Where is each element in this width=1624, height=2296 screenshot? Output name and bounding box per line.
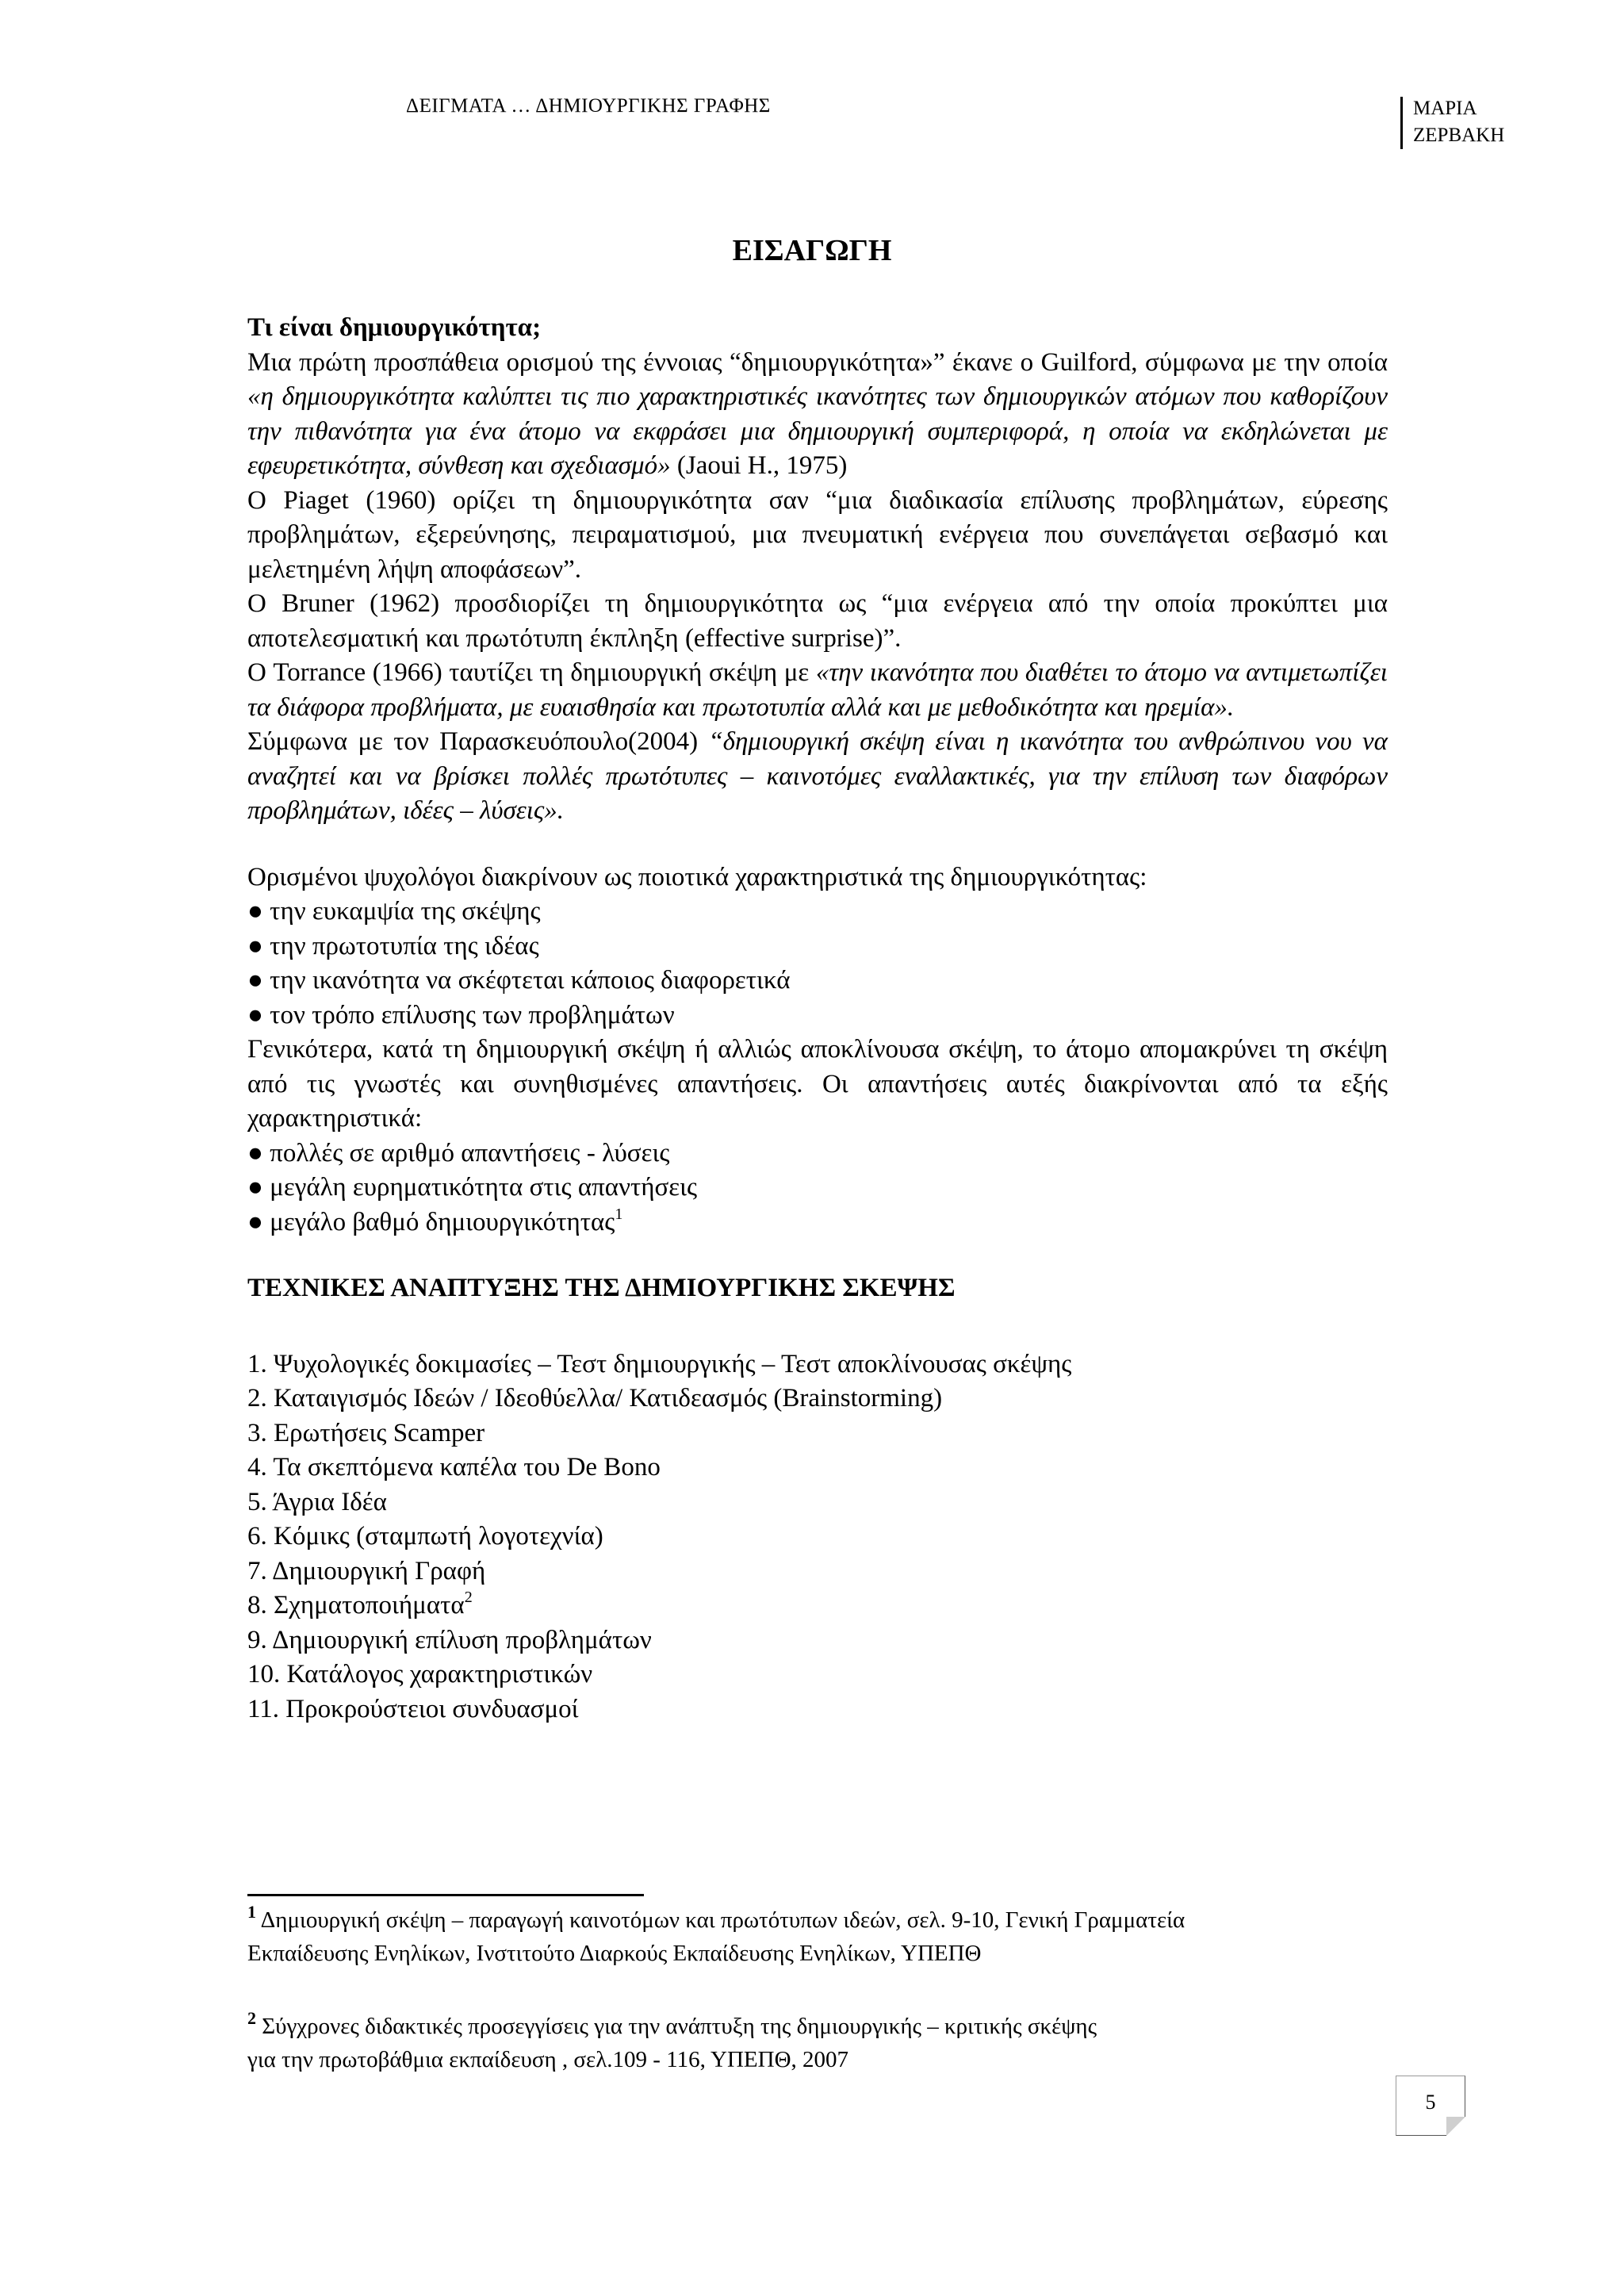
spacer bbox=[247, 1306, 1388, 1347]
footnote-ref-2[interactable]: 2 bbox=[464, 1589, 473, 1606]
technique-item-text: 8. Σχηματοποιήματα bbox=[247, 1591, 465, 1619]
list-item: ● τον τρόπο επίλυσης των προβλημάτων bbox=[247, 1000, 675, 1029]
paragraph-bruner: Ο Bruner (1962) προσδιορίζει τη δημιουργικότητα ως “μια ενέργεια από την οποία προκύπτει μια αποτελεσματική και πρωτότυπη έκπληξη (effective surprise)”. bbox=[247, 589, 1388, 653]
paraskevopoulos-quote: “δημιουργική σκέψη είναι η ικανότητα του ανθρώπινου νου να αναζητεί και να βρίσκει πολλές πρωτότυπες – καινοτόμες εναλλακτικές, για την επίλυση των διαφόρων προβλημάτων, ιδέες – λύσεις». bbox=[247, 727, 1388, 825]
footnote-1-line-2: Εκπαίδευσης Ενηλίκων, Ινστιτούτο Διαρκούς Εκπαίδευσης Ενηλίκων, ΥΠΕΠΘ bbox=[247, 1941, 982, 1966]
list-item-text: ● μεγάλο βαθμό δημιουργικότητας bbox=[247, 1207, 615, 1236]
technique-item: 6. Κόμικς (σταμπωτή λογοτεχνία) bbox=[247, 1522, 603, 1550]
running-header-title: ΔΕΙΓΜΑΤΑ … ΔΗΜΙΟΥΡΓΙΚΗΣ ΓΡΑΦΗΣ bbox=[406, 95, 771, 117]
technique-item: 11. Προκρούστειοι συνδυασμοί bbox=[247, 1694, 579, 1723]
technique-item: 7. Δημιουργική Γραφή bbox=[247, 1556, 486, 1585]
page-title: ΕΙΣΑΓΩΓΗ bbox=[732, 234, 892, 267]
torrance-quote: «την ικανότητα που διαθέτει το άτομο να αντιμετωπίζει τα διάφορα προβλήματα, με ευαισθησία και πρωτοτυπία αλλά και με μεθοδικότητα και ηρεμία». bbox=[247, 658, 1388, 722]
qualities-lead: Ορισμένοι ψυχολόγοι διακρίνουν ως ποιοτικά χαρακτηριστικά της δημιουργικότητας: bbox=[247, 862, 1147, 891]
technique-item: 1. Ψυχολογικές δοκιμασίες – Τεστ δημιουργικής – Τεστ αποκλίνουσας σκέψης bbox=[247, 1349, 1072, 1378]
page-number: 5 bbox=[1425, 2091, 1436, 2114]
technique-item bbox=[247, 1589, 1388, 1623]
list-item: ● την ικανότητα να σκέφτεται κάποιος διαφορετικά bbox=[247, 966, 791, 995]
folded-corner-icon bbox=[1446, 2117, 1465, 2136]
list-item: ● την πρωτοτυπία της ιδέας bbox=[247, 931, 539, 960]
footnote-2 bbox=[247, 2010, 1389, 2076]
footnote-1-line-1 bbox=[247, 1903, 1389, 1937]
footnote-1-mark: 1 bbox=[247, 1902, 256, 1922]
author-first-name: ΜΑΡΙΑ bbox=[1413, 98, 1477, 119]
author-last-name: ΖΕΡΒΑΚΗ bbox=[1413, 125, 1505, 146]
header-divider bbox=[1400, 97, 1403, 149]
footnote-1-text: Δημιουργική σκέψη – παραγωγή καινοτόμων και πρωτότυπων ιδεών, σελ. 9-10, Γενική Γραμματεία bbox=[256, 1907, 1185, 1933]
section-heading-techniques: ΤΕΧΝΙΚΕΣ ΑΝΑΠΤΥΞΗΣ ΤΗΣ ΔΗΜΙΟΥΡΓΙΚΗΣ ΣΚΕΨΗΣ bbox=[247, 1274, 956, 1302]
paragraph-paraskevopoulos bbox=[247, 725, 1388, 829]
footnote-ref-1[interactable]: 1 bbox=[615, 1205, 623, 1223]
list-item bbox=[247, 1205, 1388, 1240]
footnote-separator bbox=[247, 1894, 644, 1896]
footnote-2-mark: 2 bbox=[247, 2008, 256, 2028]
list-item: ● την ευκαμψία της σκέψης bbox=[247, 897, 541, 926]
list-item: ● πολλές σε αριθμό απαντήσεις - λύσεις bbox=[247, 1138, 670, 1167]
paragraph-guilford bbox=[247, 346, 1388, 484]
page-number-box bbox=[1396, 2076, 1465, 2136]
guilford-citation: (Jaoui H., 1975) bbox=[670, 451, 848, 480]
section-subheading: Τι είναι δημιουργικότητα; bbox=[247, 313, 542, 342]
footnote-2-line-1 bbox=[247, 2010, 1389, 2043]
technique-item: 10. Κατάλογος χαρακτηριστικών bbox=[247, 1660, 593, 1688]
paraskevopoulos-text: Σύμφωνα με τον Παρασκευόπουλο(2004) bbox=[247, 727, 709, 756]
technique-item: 5. Άγρια Ιδέα bbox=[247, 1487, 387, 1516]
guilford-text: Μια πρώτη προσπάθεια ορισμού της έννοιας “δημιουργικότητα»” έκανε ο Guilford, σύμφωνα με την οποία bbox=[247, 347, 1388, 377]
footnote-1 bbox=[247, 1903, 1389, 1970]
technique-item: 3. Ερωτήσεις Scamper bbox=[247, 1418, 485, 1447]
technique-item: 4. Τα σκεπτόμενα καπέλα του De Bono bbox=[247, 1453, 661, 1481]
footnote-2-line-2: για την πρωτοβάθμια εκπαίδευση , σελ.109 - 116, ΥΠΕΠΘ, 2007 bbox=[247, 2047, 849, 2072]
spacer bbox=[247, 829, 1388, 861]
paragraph-general: Γενικότερα, κατά τη δημιουργική σκέψη ή αλλιώς αποκλίνουσα σκέψη, το άτομο απομακρύνει τη σκέψη από τις γνωστές και συνηθισμένες απαντήσεις. Οι απαντήσεις αυτές διακρίνονται από τα εξής χαρακτηριστικά: bbox=[247, 1035, 1388, 1133]
technique-item: 2. Καταιγισμός Ιδεών / Ιδεοθύελλα/ Κατιδεασμός (Brainstorming) bbox=[247, 1384, 943, 1412]
footnote-2-text: Σύγχρονες διδακτικές προσεγγίσεις για την ανάπτυξη της δημιουργικής – κριτικής σκέψης bbox=[256, 2014, 1097, 2039]
list-item: ● μεγάλη ευρηματικότητα στις απαντήσεις bbox=[247, 1173, 698, 1202]
running-header-author bbox=[1413, 95, 1504, 149]
paragraph-torrance bbox=[247, 656, 1388, 725]
technique-item: 9. Δημιουργική επίλυση προβλημάτων bbox=[247, 1625, 652, 1654]
paragraph-piaget: Ο Piaget (1960) ορίζει τη δημιουργικότητα σαν “μια διαδικασία επίλυσης προβλημάτων, εύρεσης προβλημάτων, εξερεύνησης, πειραματισμού, μια πνευματική ενέργεια που συνεπάγεται σεβασμό και μελετημένη λήψη αποφάσεων”. bbox=[247, 485, 1388, 584]
torrance-text: Ο Torrance (1966) ταυτίζει τη δημιουργική σκέψη με bbox=[247, 658, 816, 687]
guilford-quote: «η δημιουργικότητα καλύπτει τις πιο χαρακτηριστικές ικανότητες των δημιουργικών ατόμων που καθορίζουν την πιθανότητα για ένα άτομο να εκφράσει μια δημιουργική συμπεριφορά, η οποία να εκδηλώνεται με εφευρετικότητα, σύνθεση και σχεδιασμό» bbox=[247, 382, 1388, 480]
spacer bbox=[247, 1240, 1388, 1271]
main-text bbox=[247, 311, 1388, 1727]
